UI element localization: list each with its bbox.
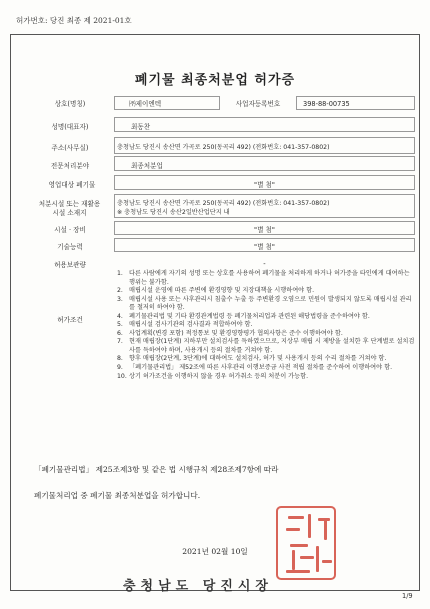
permit-statement-text: 폐기물처리업 중 폐기물 최종처분업을 허가합니다. bbox=[34, 491, 201, 500]
facility-location-value-2: ※ 충청남도 당진시 송산2일반산업단지 내 bbox=[117, 209, 230, 216]
capacity-label: 허용보관량 bbox=[54, 261, 86, 269]
condition-text: 매립시설 검사기관의 검사결과 적합하여야 함. bbox=[129, 321, 253, 329]
trade-name-value: ㈜제이엔텍 bbox=[129, 100, 162, 108]
condition-text: 다른 사람에게 자기의 성명 또는 상호를 사용하여 폐기물을 처리하게 하거나 허가증을 타인에게 대여하는 행위는 불가함. bbox=[129, 270, 410, 286]
biz-reg-value: 398-88-00735 bbox=[303, 100, 350, 108]
representative-label: 성명(대표자) bbox=[51, 123, 89, 131]
condition-number: 3. bbox=[117, 295, 123, 303]
official-seal bbox=[276, 506, 336, 580]
issue-date: 2021년 02월 10일 bbox=[182, 547, 248, 556]
waste-type-label: 영업대상 폐기물 bbox=[48, 181, 96, 189]
equipment-value: "별 첨" bbox=[254, 226, 275, 234]
condition-number: 10. bbox=[117, 372, 127, 380]
condition-text: 상기 허가조건을 이행하지 않을 경우 허가취소 등의 처분이 가능함. bbox=[129, 372, 309, 380]
condition-text: 사업계획(변경 포함) 적정통보 및 환경영향평가 협의사항은 준수 이행하여야 함. bbox=[129, 329, 343, 337]
page-number: 1/9 bbox=[402, 592, 413, 600]
condition-item bbox=[117, 355, 415, 364]
condition-number: 4. bbox=[117, 312, 123, 320]
equipment-label: 시설 · 장비 bbox=[54, 226, 86, 234]
address-label: 주소(사무실) bbox=[51, 144, 89, 152]
condition-number: 5. bbox=[117, 321, 123, 329]
condition-text: 매립시설 사용 또는 사후관리시 침출수 누출 등 주변환경 오염으로 민원이 발생되지 않도록 매립시설 관리를 철저히 하여야 함. bbox=[129, 295, 412, 312]
condition-text: 현재 매립장(1단계) 지하부만 설치검사를 득하였으므로, 지상부 매립 시 제방을 설치한 후 단계별로 설치검사를 득하여야 하며, 사용개시 등의 절차를 거쳐야 함. bbox=[129, 338, 415, 354]
legal-basis-text: 「폐기물관리법」 제25조제3항 및 같은 법 시행규칙 제28조제7항에 따라 bbox=[34, 465, 279, 474]
condition-number: 1. bbox=[117, 270, 123, 277]
condition-item bbox=[117, 364, 415, 373]
condition-item bbox=[117, 296, 415, 313]
condition-text: 향후 매립장(2단계, 3단계)에 대하여도 설치검사, 허가 및 사용개시 등의 수리 절차를 거쳐야 함. bbox=[129, 355, 387, 363]
specialty-label: 전문처리분야 bbox=[50, 162, 90, 170]
condition-number: 6. bbox=[117, 329, 123, 337]
address-value: 충청남도 당진시 송산면 가곡로 250(동곡리 492) (전화번호: 041-357-0802) bbox=[117, 144, 330, 151]
waste-type-value: "별 첨" bbox=[254, 181, 275, 189]
specialty-value: 최종처분업 bbox=[131, 162, 163, 170]
facility-location-label-1: 처분시설 또는 재활용 bbox=[38, 200, 101, 208]
biz-reg-label: 사업자등록번호 bbox=[235, 100, 281, 108]
representative-value: 최동찬 bbox=[131, 123, 151, 131]
technical-label: 기술능력 bbox=[57, 243, 83, 251]
condition-item bbox=[117, 321, 415, 330]
condition-text: 「폐기물관리법」 제52조에 따른 사후관리 이행보증금 사전 적립 절차를 준수하여 이행하여야 함. bbox=[129, 364, 393, 372]
capacity-value: - bbox=[263, 260, 266, 268]
condition-item bbox=[117, 287, 415, 296]
facility-location-value-1: 충청남도 당진시 송산면 가곡로 250(동곡리 492) (전화번호: 041-357-0802) bbox=[117, 200, 330, 207]
permit-number: 허가번호: 당진 최종 제 2021-01호 bbox=[16, 16, 132, 25]
condition-item bbox=[117, 338, 415, 355]
condition-text: 매립시설 운영에 따른 주변에 환경영향 및 지장대책을 시행하여야 함. bbox=[129, 287, 315, 295]
condition-item bbox=[117, 270, 415, 287]
condition-number: 7. bbox=[117, 338, 123, 346]
issuer-name: 충청남도 당진시장 bbox=[123, 579, 273, 594]
condition-number: 9. bbox=[117, 364, 123, 372]
document-title: 폐기물 최종처분업 허가증 bbox=[134, 73, 296, 88]
conditions-list bbox=[117, 270, 415, 381]
conditions-label: 허가조건 bbox=[57, 316, 83, 324]
condition-text: 폐기물관리법 및 기타 환경관계법령 등 폐기물처리업과 관련된 해당법령을 준수하여야 함. bbox=[129, 312, 370, 320]
trade-name-label: 상호(명칭) bbox=[54, 100, 86, 108]
condition-number: 2. bbox=[117, 287, 123, 295]
facility-location-label-2: 시설 소재지 bbox=[52, 209, 87, 217]
condition-item bbox=[117, 313, 415, 322]
technical-value: "별 첨" bbox=[254, 243, 275, 251]
condition-number: 8. bbox=[117, 355, 123, 363]
condition-item bbox=[117, 373, 415, 382]
